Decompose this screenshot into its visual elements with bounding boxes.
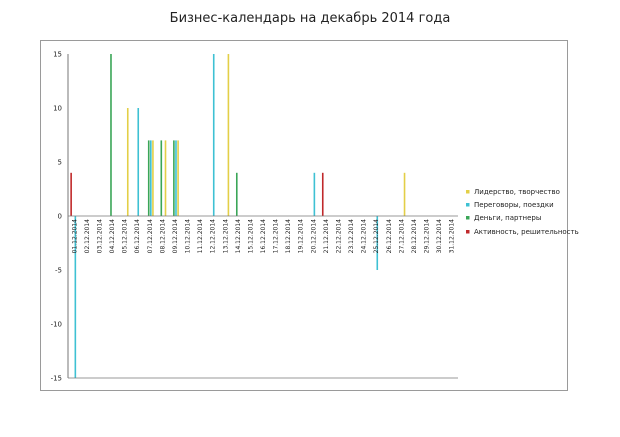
x-tick-label: 18.12.2014 [285,219,293,254]
x-tick-label: 29.12.2014 [423,219,431,254]
bar [404,173,406,216]
bar [177,140,179,216]
x-tick-label: 26.12.2014 [385,219,393,254]
x-tick-label: 04.12.2014 [109,219,117,254]
y-tick-label: -5 [55,266,62,275]
y-tick-label: 10 [53,104,62,113]
bar [314,173,316,216]
legend-swatch [466,230,470,234]
y-tick-label: -15 [50,374,62,383]
legend-label: Деньги, партнеры [474,214,542,222]
x-tick-label: 15.12.2014 [247,219,255,254]
y-tick-label: 15 [53,50,62,59]
bar [137,108,139,216]
x-tick-label: 08.12.2014 [159,219,167,254]
legend-label: Активность, решительность [474,228,579,236]
chart-title: Бизнес-календарь на декабрь 2014 года [169,11,451,26]
x-tick-label: 20.12.2014 [310,219,318,254]
x-tick-label: 09.12.2014 [171,219,179,254]
bar [173,140,175,216]
bar [70,173,72,216]
bar [236,173,238,216]
legend-swatch [466,190,470,194]
bar [161,140,163,216]
bar [152,140,154,216]
y-tick-label: -10 [50,320,62,329]
bar [110,54,112,216]
x-tick-label: 23.12.2014 [348,219,356,254]
x-tick-label: 06.12.2014 [134,219,142,254]
x-tick-label: 25.12.2014 [373,219,381,254]
x-tick-label: 22.12.2014 [335,219,343,254]
bar [322,173,324,216]
y-tick-label: 0 [57,212,62,221]
y-tick-label: 5 [57,158,62,167]
x-tick-label: 07.12.2014 [146,219,154,254]
bar [127,108,129,216]
bar [150,140,152,216]
x-tick-label: 14.12.2014 [234,219,242,254]
x-tick-label: 19.12.2014 [297,219,305,254]
bar [148,140,150,216]
bar [213,54,215,216]
bar [228,54,230,216]
x-tick-label: 28.12.2014 [410,219,418,254]
x-tick-label: 02.12.2014 [83,219,91,254]
legend-label: Лидерство, творчество [474,188,560,196]
legend-swatch [466,216,470,220]
legend-swatch [466,203,470,207]
x-tick-label: 24.12.2014 [360,219,368,254]
x-tick-label: 16.12.2014 [260,219,267,254]
bar [175,140,177,216]
x-tick-label: 13.12.2014 [222,218,230,254]
legend-label: Переговоры, поездки [474,201,554,209]
x-tick-label: 10.12.2014 [184,219,192,254]
x-tick-label: 21.12.2014 [322,219,330,254]
x-tick-label: 17.12.2014 [272,219,280,254]
x-tick-label: 05.12.2014 [121,219,129,254]
x-tick-label: 27.12.2014 [398,219,406,254]
x-tick-label: 01.12.2014 [71,219,79,254]
x-tick-label: 03.12.2014 [96,219,104,254]
x-tick-label: 31.12.2014 [448,219,456,254]
x-tick-label: 11.12.2014 [197,219,205,254]
x-tick-label: 12.12.2014 [209,219,217,254]
bar [165,140,167,216]
x-tick-label: 30.12.2014 [436,219,444,254]
